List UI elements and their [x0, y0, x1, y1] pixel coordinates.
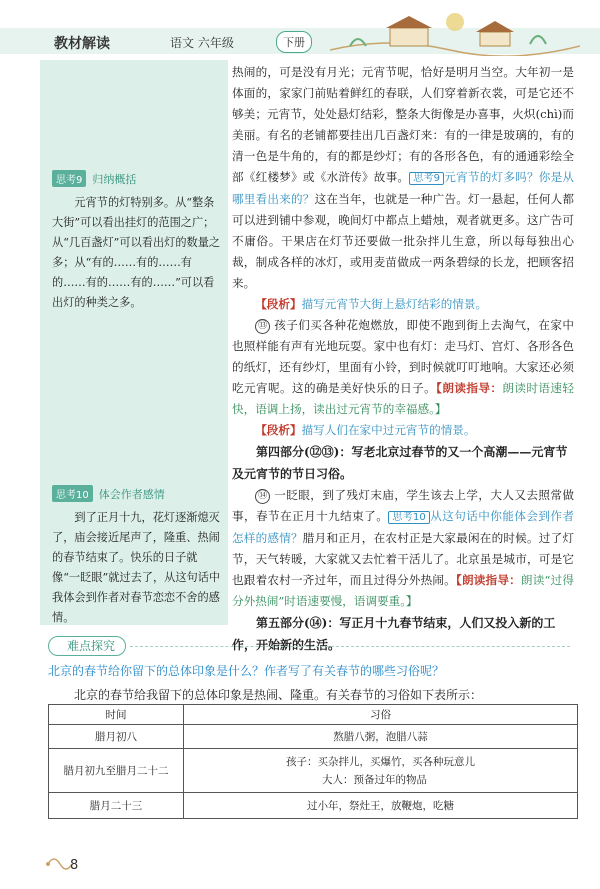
paragraph-14-text-a: 一眨眼，到了残灯末庙，学生该去上学，大人又去照常做事，春节在正月十九结束了。	[232, 488, 574, 523]
table-header-time: 时间	[49, 705, 184, 725]
think-note-9	[52, 168, 224, 313]
table-cell-custom: 熬腊八粥，泡腊八蒜	[184, 725, 578, 749]
annotation-2	[232, 420, 574, 441]
paragraph-14-text-b: 腊月和正月，在农村正是大家最闲在的时候。过了灯节，天气转暖，大家就又去忙着干活儿了。北京虽是城市，可是它也跟着农村一齐过年，而且过得分外热闹。	[232, 531, 574, 587]
reading-tip-2-text: 朗读“过得分外热闹”时语速要慢，语调要重。】	[232, 573, 574, 608]
part-5-label: 第五部分(⑭)：	[256, 616, 340, 630]
think-note-9-tag: 思考9	[52, 170, 86, 187]
think-note-9-body: 元宵节的灯特别多。从“整条大街”可以看出挂灯的范围之广；从“几百盏灯”可以看出灯的数量之多；从“有的……有的……有的……有的……有的……”可以看出灯的种类之多。	[52, 196, 221, 309]
reading-tip-1-label: 【朗读指导：	[436, 381, 503, 395]
difficulty-question: 北京的春节给你留下的总体印象是什么？作者写了有关春节的哪些习俗呢？	[48, 664, 445, 678]
think-10-question: 从这句话中你能体会到作者怎样的感情？	[232, 509, 574, 545]
reading-tip-2-label: 【朗读指导：	[455, 573, 521, 587]
think-9-question: 元宵节的灯多吗？你是从哪里看出来的？	[232, 170, 574, 206]
annotation-1-text: 描写元宵节大街上悬灯结彩的情景。	[301, 297, 488, 311]
part-5-summary	[232, 612, 574, 656]
paragraph-13-number: ⑬	[255, 319, 270, 334]
table-header-row	[49, 705, 578, 725]
difficulty-tag-label: 难点探究	[67, 639, 116, 653]
difficulty-answer: 北京的春节给我留下的总体印象是热闹、隆重。有关春节的习俗如下表所示：	[74, 688, 483, 702]
annotation-2-text: 描写人们在家中过元宵节的情景。	[301, 423, 476, 437]
paragraph-12-text-b: 这在当年，也就是一种广告。灯一悬起，任何人都可以进到铺中参观，晚间灯中都点上蜡烛，观者就更多。这广告可不庸俗。干果店在灯节还要做一批杂拌儿生意，所以每每独出心裁，制成各样的冰灯，或用麦苗做成一两条碧绿的长龙，把顾客招来。	[232, 192, 574, 290]
part-4-summary	[232, 441, 574, 485]
annotation-1-label: 【段析】	[255, 297, 302, 311]
difficulty-divider	[130, 646, 570, 647]
paragraph-12-text: 热闹的，可是没有月光；元宵节呢，恰好是明月当空。大年初一是体面的，家家门前贴着鲜红的春联，人们穿着新衣裳，可是它还不够美；元宵节，处处悬灯结彩，整条大街像是办喜事，火炽(chì)而美丽。有名的老铺都要挂出几百盏灯来：有的一律是玻璃的，有的清一色是牛角的，有的都是纱灯；有的各形各色，有的通通彩绘全部《红楼梦》或《水浒传》故事。	[232, 65, 574, 184]
table-cell-time: 腊月初八	[49, 725, 184, 749]
table-row	[49, 749, 578, 793]
paragraph-14	[232, 485, 574, 612]
part-5-text: 写正月十九春节结束，人们又投入新的工作，开始新的生活。	[232, 616, 556, 652]
customs-table	[48, 704, 578, 819]
think-note-9-label: 归纳概括	[92, 173, 137, 186]
paragraph-13-text: 孩子们买各种花炮燃放，即使不跑到街上去淘气，在家中也照样能有声有光地玩耍。家中也有灯：走马灯、宫灯、各形各色的纸灯，还有纱灯，里面有小铃，到时候就叮叮地响。大家还必须吃元宵呢。这的确是美好快乐的日子。	[232, 318, 574, 395]
think-note-10-label: 体会作者感情	[98, 488, 165, 501]
reading-tip-1-text: 朗读时语速轻快，语调上扬，读出过元宵节的幸福感。】	[232, 381, 574, 416]
header-decoration-icon	[330, 6, 580, 56]
table-row	[49, 793, 578, 819]
difficulty-section-tag	[48, 636, 126, 656]
main-text	[232, 62, 574, 656]
table-cell-custom: 过小年，祭灶王，放鞭炮，吃糖	[184, 793, 578, 819]
annotation-2-label: 【段析】	[255, 423, 302, 437]
paragraph-13	[232, 315, 574, 420]
header-subject: 语文 六年级	[170, 36, 234, 50]
part-4-label: 第四部分(⑫⑬)：	[256, 445, 352, 459]
header-volume-badge: 下册	[276, 31, 312, 53]
table-cell-custom	[184, 749, 578, 793]
think-9-marker: 思考9	[409, 172, 444, 185]
header-title: 教材解读	[54, 36, 110, 52]
part-4-text: 写老北京过春节的又一个高潮——元宵节及元宵节的节日习俗。	[232, 445, 568, 481]
table-header-custom: 习俗	[184, 705, 578, 725]
think-note-10-body: 到了正月十九，花灯逐渐熄灭了，庙会接近尾声了，隆重、热闹的春节结束了。快乐的日子就像“一眨眼”就过去了，从这句话中我体会到作者对春节恋恋不舍的感情。	[52, 511, 221, 624]
table-cell-custom-line: 大人：预备过年的物品	[322, 773, 427, 786]
table-cell-time: 腊月二十三	[49, 793, 184, 819]
table-cell-time: 腊月初九至腊月二十二	[49, 749, 184, 793]
think-note-10-tag: 思考10	[52, 485, 93, 502]
think-note-10	[52, 483, 224, 628]
think-10-marker: 思考10	[388, 511, 430, 524]
table-cell-custom-line: 孩子：买杂拌儿，买爆竹，买各种玩意儿	[286, 755, 475, 768]
page-header	[0, 0, 600, 58]
annotation-1	[232, 294, 574, 315]
paragraph-14-number: ⑭	[255, 489, 270, 504]
table-row	[49, 725, 578, 749]
sidebar-divider	[228, 60, 231, 625]
page-number: 8	[70, 858, 79, 873]
paragraph-12	[232, 62, 574, 294]
